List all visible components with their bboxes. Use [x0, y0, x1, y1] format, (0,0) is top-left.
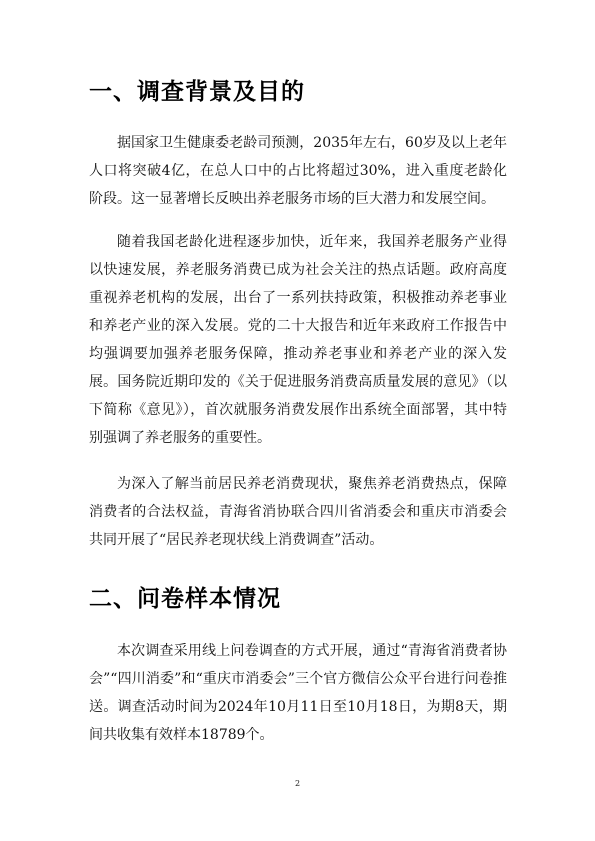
paragraph-sample-method: 本次调查采用线上问卷调查的方式开展，通过“青海省消费者协会”“四川消委”和“重庆市消委会”三个官方微信公众平台进行问卷推送。调查活动时间为2024年10月11日至10月18日，为期8天，期间共收集有效样本18789个。 [89, 643, 507, 743]
section-heading-sample: 二、问卷样本情况 [89, 586, 281, 612]
paragraph-aging-forecast: 据国家卫生健康委老龄司预测，2035年左右，60岁及以上老年人口将突破4亿，在总人口中的占比将超过30%，进入重度老龄化阶段。这一显著增长反映出养老服务市场的巨大潜力和发展空间。 [89, 135, 507, 207]
paragraph-industry-development: 随着我国老龄化进程逐步加快，近年来，我国养老服务产业得以快速发展，养老服务消费已成为社会关注的热点话题。政府高度重视养老机构的发展，出台了一系列扶持政策，积极推动养老事业和养老产业的深入发展。党的二十大报告和近年来政府工作报告中均强调要加强养老服务保障，推动养老事业和养老产业的深入发展。国务院近期印发的《关于促进服务消费高质量发展的意见》（以下简称《意见》），首次就服务消费发展作出系统全面部署，其中特别强调了养老服务的重要性。 [89, 234, 507, 446]
page-number: 2 [294, 779, 301, 788]
paragraph-survey-purpose: 为深入了解当前居民养老消费现状，聚焦养老消费热点，保障消费者的合法权益，青海省消协联合四川省消委会和重庆市消委会共同开展了“居民养老现状线上消费调查”活动。 [89, 476, 507, 548]
section-heading-background: 一、调查背景及目的 [89, 79, 305, 105]
